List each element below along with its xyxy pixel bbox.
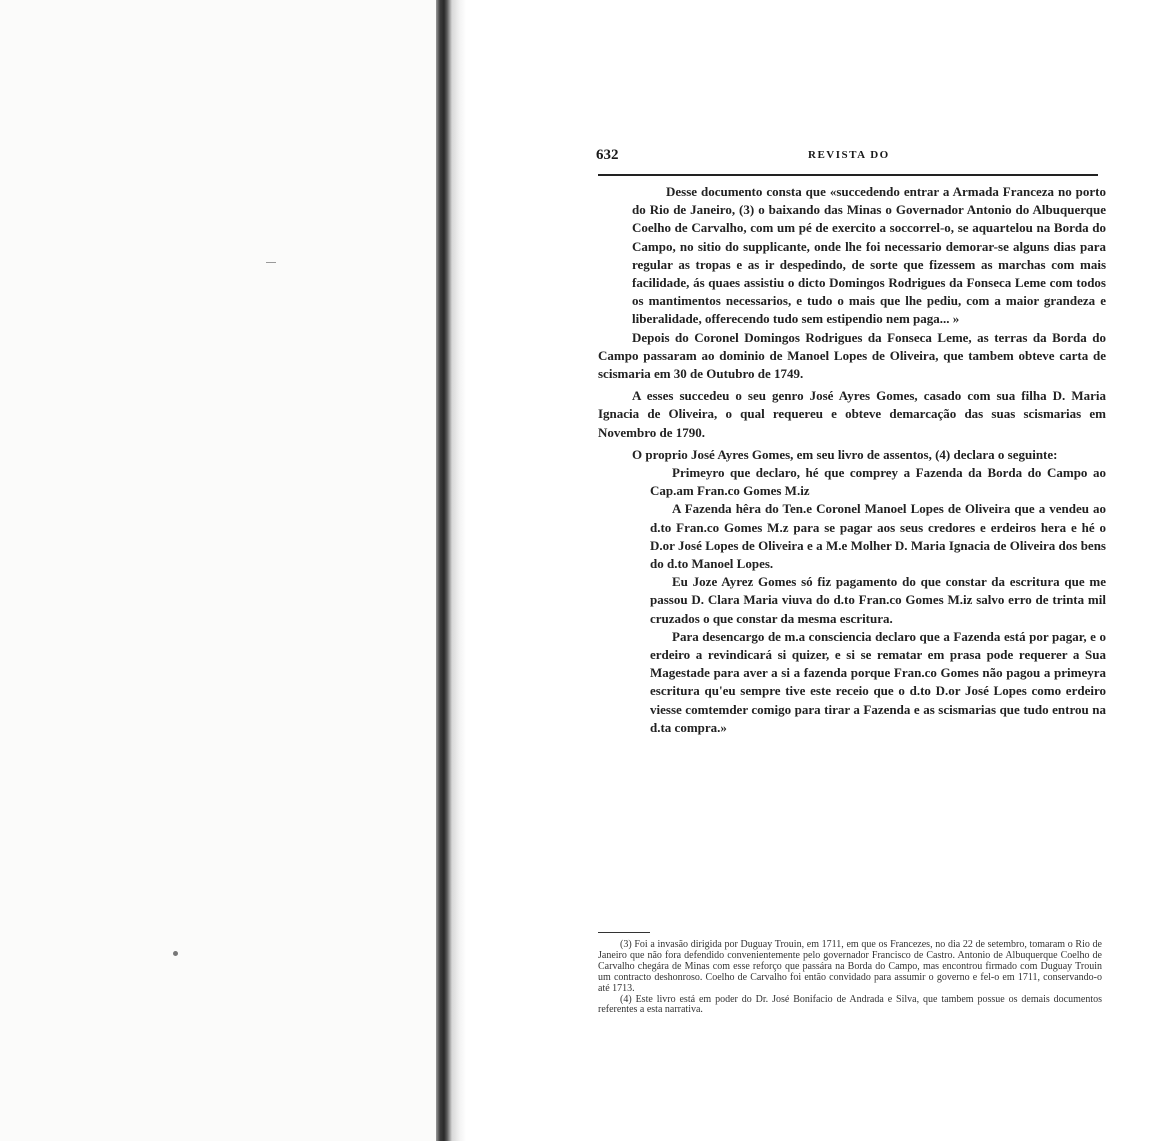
ledger-quote: Primeyro que declaro, hé que comprey a Fazenda da Borda do Campo ao Cap.am Fran.co Gomes M.iz [650,465,1106,499]
body-text [598,183,1106,737]
page-header [596,147,1098,167]
ledger-quote: A Fazenda hêra do Ten.e Coronel Manoel Lopes de Oliveira que a vendeu ao d.to Fran.co Gomes M.z para se pagar aos seus credores e erdeiros hera e hé o D.or José Lopes de Oliveira e a M.e Molher D. Maria Ignacia de Oliveira dos bens do d.to Manoel Lopes. [650,501,1106,572]
left-blank-page [0,0,436,1141]
book-gutter [436,0,466,1141]
stray-mark [266,262,276,263]
running-head: REVISTA DO [808,149,890,161]
ledger-quote-block [598,464,1106,737]
footnote-rule [598,932,650,933]
paragraph: O proprio José Ayres Gomes, em seu livro de assentos, (4) declara o seguinte: [632,446,1058,462]
footnote: (4) Este livro está em poder do Dr. José Bonifacio de Andrada e Silva, que tambem possue os demais documentos referentes a esta narrativa. [598,993,1102,1016]
ledger-quote: Eu Joze Ayrez Gomes só fiz pagamento do que constar da escritura que me passou D. Clara Maria viuva do d.to Fran.co Gomes M.iz salvo erro de trinta mil cruzados o que constar da mesma escritura. [650,574,1106,626]
paragraph: A esses succedeu o seu genro José Ayres Gomes, casado com sua filha D. Maria Ignacia de Oliveira, o qual requereu e obteve demarcação das suas scismarias em Novembro de 1790. [598,388,1106,440]
footnote: (3) Foi a invasão dirigida por Duguay Trouin, em 1711, em que os Francezes, no dia 22 de setembro, tomaram o Rio de Janeiro que não fora defendido convenientemente pelo governador Francisco de Castro. Antonio de Albuquerque Coelho de Carvalho chegára de Minas com esse reforço que passára na Borda do Campo, mas encontrou firmado com Duguay Trouin um contracto deshonroso. Coelho de Carvalho foi então convidado para assumir o governo e fel-o em 1711, conservando-o até 1713. [598,939,1102,994]
stray-speck [173,951,178,956]
header-rule [598,174,1098,176]
footnotes [598,940,1102,1016]
page-number: 632 [596,147,619,163]
paragraph: Depois do Coronel Domingos Rodrigues da Fonseca Leme, as terras da Borda do Campo passaram ao dominio de Manoel Lopes de Oliveira, que tambem obteve carta de scismaria em 30 de Outubro de 1749. [598,329,1106,382]
quote-paragraph: Desse documento consta que «succedendo entrar a Armada Franceza no porto do Rio de Janeiro, (3) o baixando das Minas o Governador Antonio do Albuquerque Coelho de Carvalho, com um pé de exercito a soccorrel-o, se aquartelou na Borda do Campo, no sitio do supplicante, onde lhe foi necessario demorar-se alguns dias para regular as tropas e as ir despedindo, de sorte que fizessem as marchas com mais facilidade, ás quaes assistiu o dicto Domingos Rodrigues da Fonseca Leme com todos os mantimentos necessarios, e tudo o mais que lhe pediu, com a maior grandeza e liberalidade, offerecendo tudo sem estipendio nem paga... » [632,184,1106,327]
ledger-quote: Para desencargo de m.a consciencia declaro que a Fazenda está por pagar, e o erdeiro a revindicará si quizer, e si se rematar em prasa pode requerer a Sua Magestade para aver a si a fazenda porque Fran.co Gomes não pagou a primeyra escritura qu'eu sempre tive este receio que o d.to D.or José Lopes como erdeiro viesse comtemder comigo para tirar a Fazenda e as scismarias que tudo entrou na d.ta compra.» [650,628,1106,735]
opening-quote-block [598,183,1106,329]
